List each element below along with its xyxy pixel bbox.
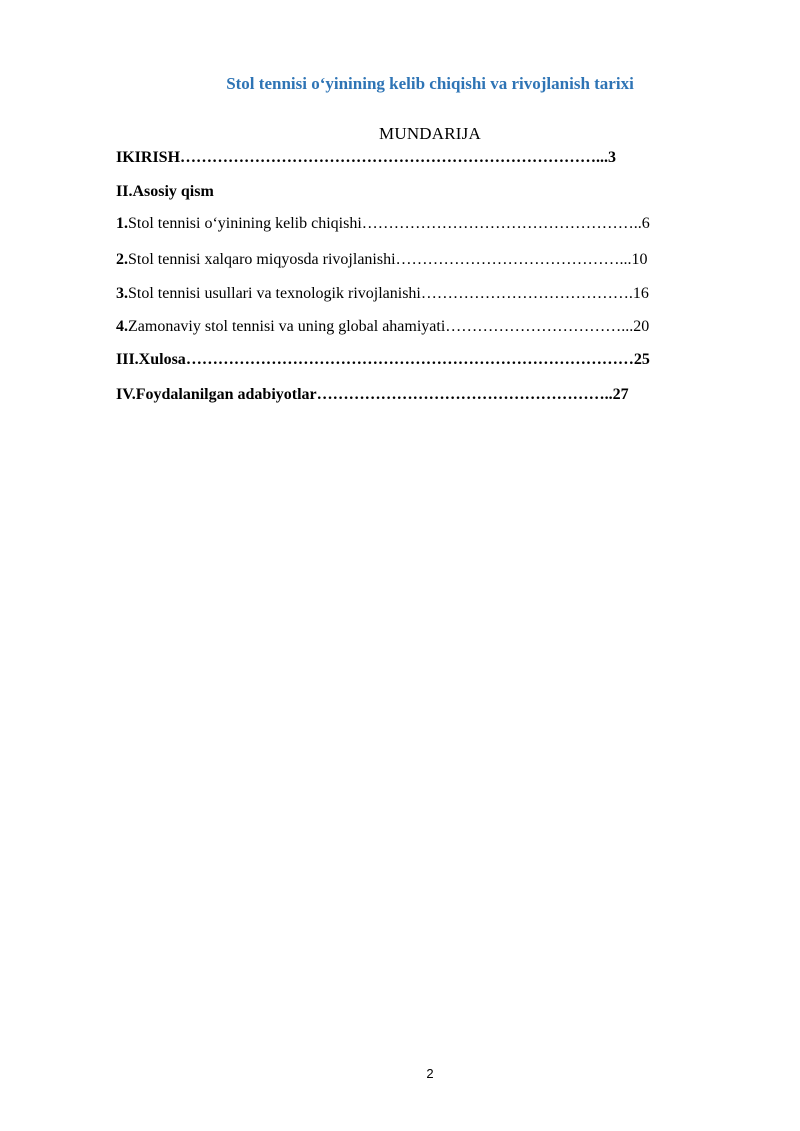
toc-entry-chapter-2 (116, 250, 648, 270)
toc-entry-leader: …………………………………………….. (361, 215, 642, 232)
toc-entry-leader: ……………………………... (445, 318, 634, 335)
toc-entry-label: Zamonaviy stol tennisi va uning global ahamiyati (128, 318, 446, 335)
toc-entry-chapter-3 (116, 284, 649, 304)
toc-entry-leader: ……………………………………………….. (316, 386, 613, 403)
toc-entry-chapter-1 (116, 214, 650, 234)
toc-entry-leader: ……………………………………………………………………... (180, 149, 609, 166)
toc-entry-page: 27 (612, 386, 629, 403)
toc-entry-label: II.Asosiy qism (116, 183, 214, 200)
toc-entry-label: Stol tennisi usullari va texnologik rivojlanishi (128, 285, 421, 302)
toc-entry-label: IV.Foydalanilgan adabiyotlar (116, 386, 317, 403)
document-title: Stol tennisi o‘yinining kelib chiqishi va rivojlanish tarixi (226, 74, 634, 93)
toc-entry-label: Stol tennisi xalqaro miqyosda rivojlanishi (128, 251, 396, 268)
page-number: 2 (426, 1066, 434, 1081)
toc-entry-number: 2. (116, 251, 128, 268)
toc-entry-number: 4. (116, 318, 128, 335)
toc-entry-leader: ………………………………………………………………………… (185, 351, 634, 368)
toc-entry-page: 3 (608, 149, 617, 166)
toc-entry-page: 20 (633, 318, 650, 335)
toc-entry-page: 25 (633, 351, 650, 368)
toc-entry-page: 16 (632, 285, 649, 302)
toc-entry-label: III.Xulosa (116, 351, 186, 368)
toc-entry-number: 1. (116, 215, 128, 232)
toc-entry-page: 6 (641, 215, 650, 232)
toc-entry-introduction (116, 148, 616, 168)
toc-entry-leader: …………………………………. (420, 285, 633, 302)
toc-entry-number: 3. (116, 285, 128, 302)
toc-entry-page: 10 (631, 251, 648, 268)
toc-heading: MUNDARIJA (379, 124, 481, 143)
toc-entry-main-part (116, 182, 214, 202)
toc-entry-label: IKIRISH (116, 149, 181, 166)
toc-entry-references (116, 385, 629, 405)
toc-entry-chapter-4 (116, 317, 649, 337)
toc-entry-label: Stol tennisi o‘yinining kelib chiqishi (128, 215, 362, 232)
toc-entry-leader: ……………………………………... (395, 251, 632, 268)
toc-entry-conclusion (116, 350, 650, 370)
